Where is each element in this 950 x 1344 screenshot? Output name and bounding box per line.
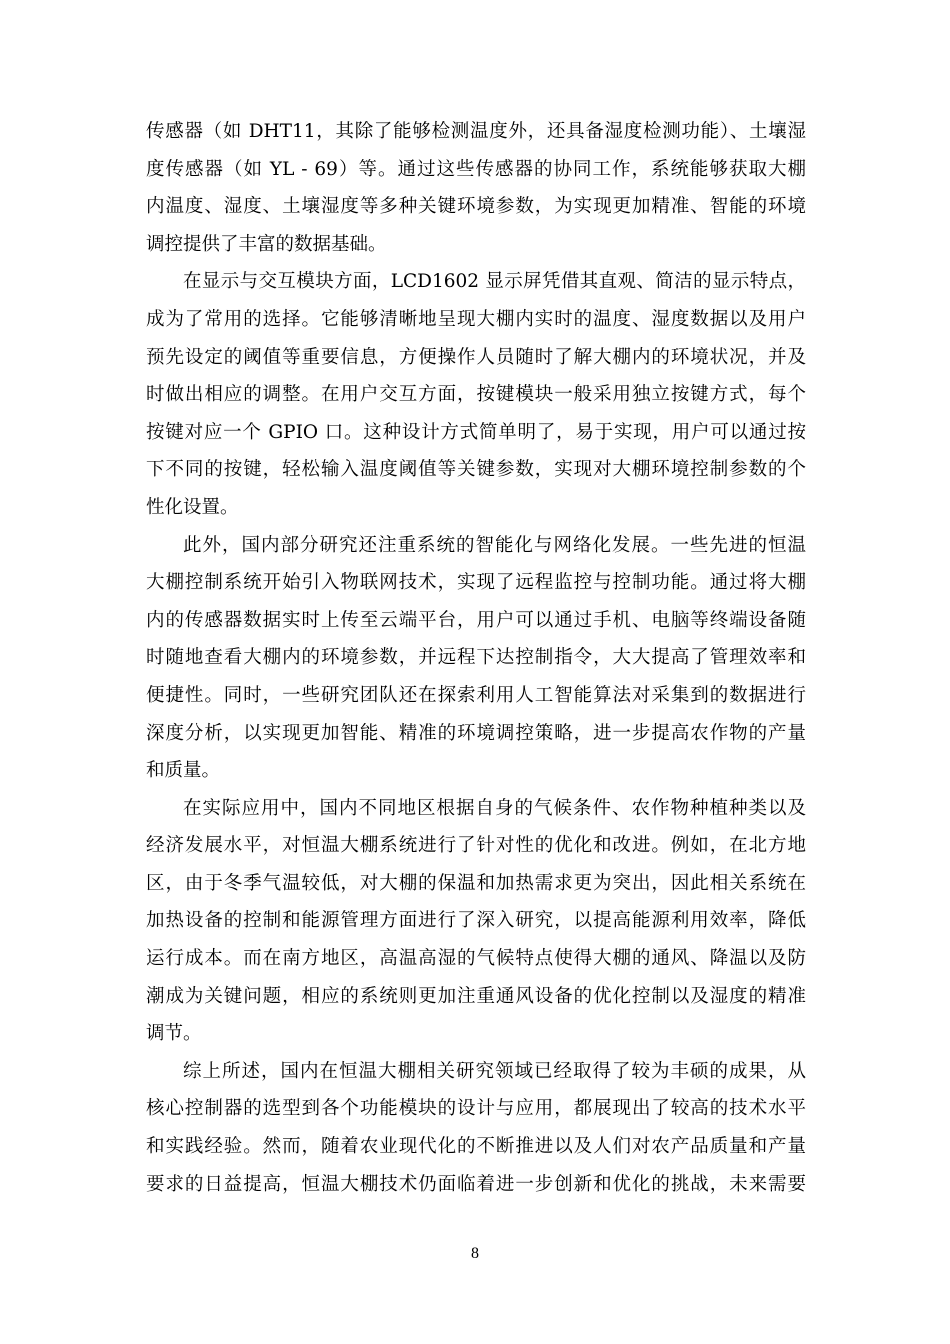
text-line: 和质量。 [146, 760, 221, 782]
text-line: 核心控制器的选型到各个功能模块的设计与应用，都展现出了较高的技术水平 [146, 1098, 806, 1120]
text-line: 此外，国内部分研究还注重系统的智能化与网络化发展。一些先进的恒温 [183, 534, 806, 556]
body-text [146, 113, 806, 1203]
text-line: 性化设置。 [146, 496, 239, 518]
text-line: 运行成本。而在南方地区，高温高湿的气候特点使得大棚的通风、降温以及防 [146, 948, 806, 970]
text-line: 要求的日益提高，恒温大棚技术仍面临着进一步创新和优化的挑战，未来需要 [146, 1173, 806, 1195]
text-line: 按键对应一个 GPIO 口。这种设计方式简单明了，易于实现，用户可以通过按 [146, 421, 806, 443]
paragraph [146, 790, 806, 1053]
text-line: 便捷性。同时，一些研究团队还在探索利用人工智能算法对采集到的数据进行 [146, 684, 806, 706]
text-line: 加热设备的控制和能源管理方面进行了深入研究，以提高能源利用效率，降低 [146, 910, 806, 932]
text-line: 预先设定的阈值等重要信息，方便操作人员随时了解大棚内的环境状况，并及 [146, 346, 806, 368]
paragraph [146, 263, 806, 526]
text-line: 传感器（如 DHT11，其除了能够检测温度外，还具备湿度检测功能）、土壤湿 [146, 121, 806, 142]
text-line: 成为了常用的选择。它能够清晰地呈现大棚内实时的温度、湿度数据以及用户 [146, 308, 806, 330]
text-line: 经济发展水平，对恒温大棚系统进行了针对性的优化和改进。例如，在北方地 [146, 835, 806, 857]
text-line: 在显示与交互模块方面，LCD1602 显示屏凭借其直观、简洁的显示特点， [183, 271, 806, 293]
paragraph [146, 113, 806, 263]
text-line: 内温度、湿度、土壤湿度等多种关键环境参数，为实现更加精准、智能的环境 [146, 196, 806, 218]
paragraph [146, 527, 806, 790]
text-line: 在实际应用中，国内不同地区根据自身的气候条件、农作物种植种类以及 [183, 797, 806, 819]
paragraph [146, 1053, 806, 1203]
text-line: 潮成为关键问题，相应的系统则更加注重通风设备的优化控制以及湿度的精准 [146, 985, 806, 1007]
text-line: 和实践经验。然而，随着农业现代化的不断推进以及人们对农产品质量和产量 [146, 1136, 806, 1158]
text-line: 大棚控制系统开始引入物联网技术，实现了远程监控与控制功能。通过将大棚 [146, 572, 806, 594]
text-line: 时做出相应的调整。在用户交互方面，按键模块一般采用独立按键方式，每个 [146, 384, 806, 406]
text-line: 调节。 [146, 1023, 202, 1045]
text-line: 深度分析，以实现更加智能、精准的环境调控策略，进一步提高农作物的产量 [146, 722, 806, 744]
text-line: 时随地查看大棚内的环境参数，并远程下达控制指令，大大提高了管理效率和 [146, 647, 806, 669]
text-line: 区，由于冬季气温较低，对大棚的保温和加热需求更为突出，因此相关系统在 [146, 872, 806, 894]
text-line: 下不同的按键，轻松输入温度阈值等关键参数，实现对大棚环境控制参数的个 [146, 459, 806, 481]
text-line: 综上所述，国内在恒温大棚相关研究领域已经取得了较为丰硕的成果，从 [183, 1060, 806, 1082]
page-number: 8 [471, 1245, 479, 1262]
text-line: 内的传感器数据实时上传至云端平台，用户可以通过手机、电脑等终端设备随 [146, 609, 806, 631]
text-line: 度传感器（如 YL - 69）等。通过这些传感器的协同工作，系统能够获取大棚 [146, 158, 806, 180]
text-line: 调控提供了丰富的数据基础。 [146, 233, 387, 255]
